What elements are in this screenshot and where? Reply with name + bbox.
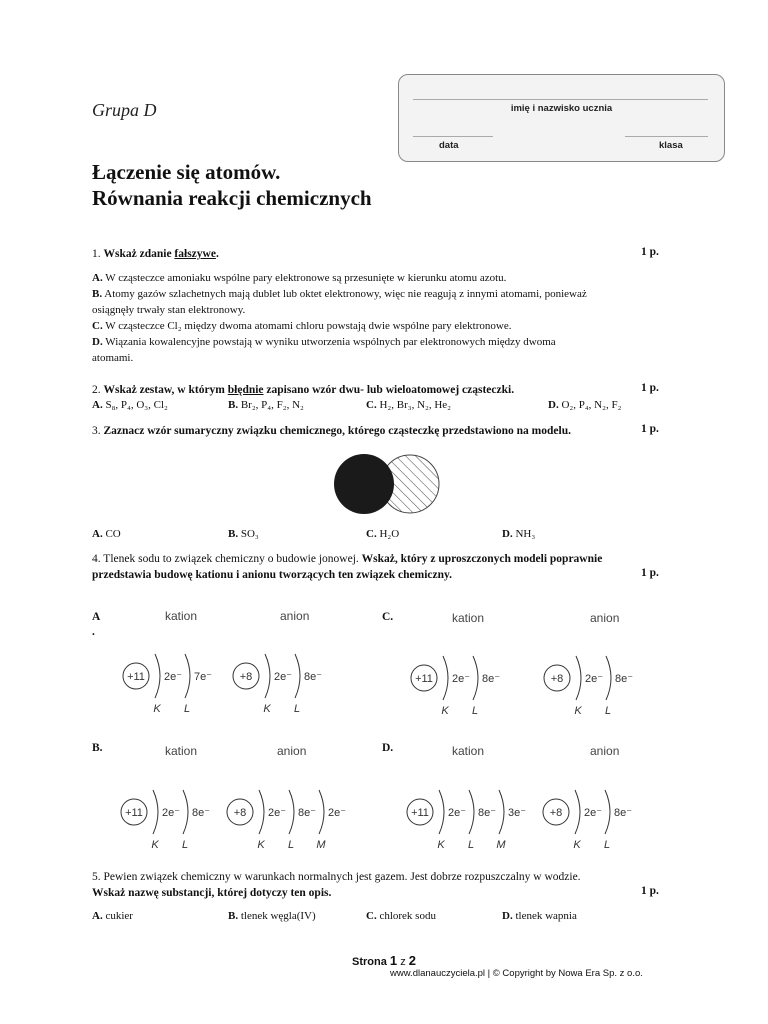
nucleus-charge: +8 bbox=[233, 807, 247, 819]
q1-text-b: fałszywe bbox=[174, 248, 216, 260]
model-a-kation-caption: kation bbox=[165, 609, 198, 623]
shell-electron-count: 2e⁻ bbox=[452, 673, 471, 685]
shell-letter: L bbox=[467, 839, 475, 851]
page-label: Strona bbox=[352, 956, 390, 968]
q3-option-text: CO bbox=[105, 528, 121, 540]
page-total: 2 bbox=[408, 953, 416, 968]
q3-option-b[interactable] bbox=[228, 528, 259, 540]
q2-option-letter: B. bbox=[228, 399, 239, 411]
q5-points: 1 p. bbox=[641, 885, 659, 897]
shell-letter: K bbox=[573, 839, 581, 851]
title-line-2: Równania reakcji chemicznych bbox=[92, 186, 372, 210]
shell-electron-count: 2e⁻ bbox=[585, 673, 604, 685]
model-d-kation-caption: kation bbox=[452, 744, 485, 758]
model-a-letter[interactable]: A bbox=[92, 611, 101, 623]
q3-option-letter: D. bbox=[502, 528, 513, 540]
q4-points: 1 p. bbox=[641, 567, 659, 579]
shell-letter: L bbox=[604, 705, 612, 717]
shell-letter: L bbox=[293, 703, 301, 715]
shell-electron-count: 8e⁻ bbox=[192, 807, 211, 819]
shell-electron-count: 8e⁻ bbox=[478, 807, 497, 819]
q1-option-b[interactable] bbox=[92, 286, 587, 302]
q3-option-letter: C. bbox=[366, 528, 377, 540]
shell-electron-count: 8e⁻ bbox=[304, 671, 323, 683]
model-c-kation-caption: kation bbox=[452, 611, 485, 625]
electron-shell-arc bbox=[319, 790, 324, 834]
q5-option-text: chlorek sodu bbox=[379, 910, 436, 922]
q5-number: 5. bbox=[92, 871, 101, 883]
nucleus-charge: +11 bbox=[125, 807, 143, 819]
q1-option-d-cont bbox=[92, 350, 587, 366]
q1-options bbox=[92, 270, 587, 366]
shell-letter: K bbox=[574, 705, 582, 717]
electron-shell-arc bbox=[439, 790, 444, 834]
q3-option-c[interactable] bbox=[366, 528, 399, 540]
shell-electron-count: 2e⁻ bbox=[328, 807, 347, 819]
page-number bbox=[0, 953, 768, 968]
q1-text-c: . bbox=[215, 248, 219, 260]
shell-letter: M bbox=[496, 839, 506, 851]
shell-letter: L bbox=[183, 703, 191, 715]
shell-letter: K bbox=[437, 839, 445, 851]
class-line bbox=[625, 136, 708, 137]
title-line-1: Łączenie się atomów. bbox=[92, 160, 281, 184]
q5-option-b[interactable] bbox=[228, 910, 316, 922]
model-a-dot: . bbox=[92, 626, 95, 638]
group-label: Grupa D bbox=[92, 100, 157, 120]
q3-option-d[interactable] bbox=[502, 528, 535, 540]
electron-shell-arc bbox=[289, 790, 294, 834]
q3-option-text: NH₃ bbox=[515, 528, 536, 540]
q3-option-a[interactable] bbox=[92, 528, 121, 540]
q1-option-text: Wiązania kowalencyjne powstają w wyniku utworzenia wspólnych par elektronowych między dwoma bbox=[105, 336, 556, 348]
model-a-kation-atom bbox=[122, 650, 232, 716]
q3-option-letter: A. bbox=[92, 528, 103, 540]
shell-electron-count: 2e⁻ bbox=[274, 671, 293, 683]
q2-option-text: S₈, P₄, O₃, Cl₂ bbox=[105, 399, 168, 411]
q1-option-letter: D. bbox=[92, 336, 103, 348]
shell-electron-count: 3e⁻ bbox=[508, 807, 527, 819]
student-name-label: imię i nazwisko ucznia bbox=[510, 103, 613, 114]
shell-electron-count: 8e⁻ bbox=[482, 673, 501, 685]
electron-shell-arc bbox=[155, 654, 160, 698]
model-c-letter[interactable]: C. bbox=[382, 611, 394, 623]
model-b-anion-atom bbox=[226, 786, 366, 852]
q4-text-c: przedstawia budowę kationu i anionu tworzących ten związek chemiczny. bbox=[92, 569, 453, 581]
q1-option-text: W cząsteczce amoniaku wspólne pary elektronowe są przesunięte w kierunku atomu azotu. bbox=[105, 272, 507, 284]
class-label: klasa bbox=[659, 140, 683, 151]
q1-option-c[interactable] bbox=[92, 318, 587, 334]
q4-prompt bbox=[92, 551, 672, 567]
q2-points: 1 p. bbox=[641, 382, 659, 394]
q4-text-a: Tlenek sodu to związek chemiczny o budowie jonowej. bbox=[103, 553, 362, 565]
shell-letter: K bbox=[151, 839, 159, 851]
q3-prompt bbox=[92, 423, 571, 439]
model-b-anion-caption: anion bbox=[277, 744, 307, 758]
q5-option-d[interactable] bbox=[502, 910, 577, 922]
model-c-kation-atom bbox=[410, 652, 520, 718]
shell-electron-count: 2e⁻ bbox=[164, 671, 183, 683]
q5-text-b: Wskaż nazwę substancji, której dotyczy ten opis. bbox=[92, 887, 332, 899]
q2-text-c: zapisano wzór dwu- lub wieloatomowej cząsteczki. bbox=[263, 384, 515, 396]
electron-shell-arc bbox=[265, 654, 270, 698]
model-c-anion-caption: anion bbox=[590, 611, 620, 625]
shell-letter: M bbox=[316, 839, 326, 851]
q2-option-b[interactable] bbox=[228, 399, 304, 411]
q2-prompt bbox=[92, 382, 514, 398]
electron-shell-arc bbox=[259, 790, 264, 834]
shell-electron-count: 8e⁻ bbox=[614, 807, 633, 819]
model-d-anion-caption: anion bbox=[590, 744, 620, 758]
q5-option-text: tlenek węgla(IV) bbox=[240, 910, 316, 922]
electron-shell-arc bbox=[185, 654, 190, 698]
q3-option-text: H₂O bbox=[379, 528, 400, 540]
electron-shell-arc bbox=[606, 656, 611, 700]
date-label: data bbox=[439, 140, 459, 151]
q2-option-c[interactable] bbox=[366, 399, 451, 411]
q1-points: 1 p. bbox=[641, 246, 659, 258]
q5-option-letter: B. bbox=[228, 910, 239, 922]
electron-shell-arc bbox=[605, 790, 610, 834]
model-b-letter[interactable]: B. bbox=[92, 742, 103, 754]
electron-shell-arc bbox=[183, 790, 188, 834]
q5-option-text: cukier bbox=[105, 910, 133, 922]
page-of: z bbox=[397, 956, 409, 968]
nucleus-charge: +11 bbox=[415, 673, 433, 685]
q1-number: 1. bbox=[92, 248, 101, 260]
electron-shell-arc bbox=[443, 656, 448, 700]
electron-shell-arc bbox=[469, 790, 474, 834]
shell-electron-count: 2e⁻ bbox=[448, 807, 467, 819]
shell-electron-count: 7e⁻ bbox=[194, 671, 213, 683]
q1-text-a: Wskaż zdanie bbox=[103, 248, 175, 260]
electron-shell-arc bbox=[575, 790, 580, 834]
q1-prompt bbox=[92, 246, 219, 262]
shell-letter: L bbox=[181, 839, 189, 851]
electron-shell-arc bbox=[153, 790, 158, 834]
shell-letter: L bbox=[287, 839, 295, 851]
nucleus-charge: +11 bbox=[411, 807, 429, 819]
model-b-kation-atom bbox=[120, 786, 230, 852]
q5-prompt bbox=[92, 869, 581, 885]
molecule-model bbox=[330, 450, 445, 518]
q2-option-a[interactable] bbox=[92, 399, 168, 411]
shell-electron-count: 8e⁻ bbox=[615, 673, 634, 685]
electron-shell-arc bbox=[295, 654, 300, 698]
student-info-box bbox=[398, 74, 725, 162]
date-line bbox=[413, 136, 493, 137]
nucleus-charge: +8 bbox=[549, 807, 563, 819]
shell-letter: K bbox=[441, 705, 449, 717]
electron-shell-arc bbox=[499, 790, 504, 834]
q5-text-a: Pewien związek chemiczny w warunkach normalnych jest gazem. Jest dobrze rozpuszczalny w wodzie. bbox=[103, 871, 581, 883]
q2-option-letter: A. bbox=[92, 399, 103, 411]
electron-shell-arc bbox=[576, 656, 581, 700]
model-a-anion-atom bbox=[232, 650, 342, 716]
q4-number: 4. bbox=[92, 553, 101, 565]
q3-number: 3. bbox=[92, 425, 101, 437]
q1-option-a[interactable] bbox=[92, 270, 587, 286]
shell-letter: L bbox=[603, 839, 611, 851]
q1-option-letter: A. bbox=[92, 272, 103, 284]
q2-option-letter: C. bbox=[366, 399, 377, 411]
q1-option-letter: B. bbox=[92, 288, 103, 300]
q5-option-text: tlenek wapnia bbox=[515, 910, 577, 922]
q2-text-b: błędnie bbox=[227, 384, 264, 396]
q1-option-text: osiągnęły trwały stan elektronowy. bbox=[92, 304, 246, 316]
q1-option-d[interactable] bbox=[92, 334, 587, 350]
shell-electron-count: 2e⁻ bbox=[268, 807, 287, 819]
shell-electron-count: 8e⁻ bbox=[298, 807, 317, 819]
q2-option-letter: D. bbox=[548, 399, 559, 411]
q1-option-letter: C. bbox=[92, 320, 103, 332]
model-d-anion-atom bbox=[542, 786, 652, 852]
q5-option-letter: C. bbox=[366, 910, 377, 922]
shell-electron-count: 2e⁻ bbox=[162, 807, 181, 819]
model-b-kation-caption: kation bbox=[165, 744, 198, 758]
model-d-kation-atom bbox=[406, 786, 546, 852]
name-line bbox=[413, 99, 708, 100]
q3-option-letter: B. bbox=[228, 528, 239, 540]
q5-option-c[interactable] bbox=[366, 910, 436, 922]
q2-number: 2. bbox=[92, 384, 101, 396]
shell-letter: L bbox=[471, 705, 479, 717]
q1-option-text: atomami. bbox=[92, 352, 134, 364]
nucleus-charge: +8 bbox=[239, 671, 253, 683]
q3-text: Zaznacz wzór sumaryczny związku chemicznego, którego cząsteczkę przedstawiono na modelu. bbox=[103, 425, 571, 437]
q2-text-a: Wskaż zestaw, w którym bbox=[103, 384, 228, 396]
q5-option-letter: A. bbox=[92, 910, 103, 922]
shell-electron-count: 2e⁻ bbox=[584, 807, 603, 819]
black-atom bbox=[334, 454, 394, 514]
q5-option-letter: D. bbox=[502, 910, 513, 922]
shell-letter: K bbox=[153, 703, 161, 715]
q2-option-text: O₂, P₄, N₂, F₂ bbox=[561, 399, 622, 411]
q2-option-d[interactable] bbox=[548, 399, 621, 411]
model-c-anion-atom bbox=[543, 652, 653, 718]
electron-shell-arc bbox=[473, 656, 478, 700]
model-a-anion-caption: anion bbox=[280, 609, 310, 623]
shell-letter: K bbox=[263, 703, 271, 715]
q4-text-b: Wskaż, który z uproszczonych modeli poprawnie bbox=[361, 553, 603, 565]
q2-option-text: Br₂, P₄, F₂, N₂ bbox=[240, 399, 304, 411]
q1-option-text: Atomy gazów szlachetnych mają dublet lub oktet elektronowy, więc nie reagują z innymi atomami, ponieważ bbox=[104, 288, 587, 300]
model-d-letter[interactable]: D. bbox=[382, 742, 394, 754]
q3-points: 1 p. bbox=[641, 423, 659, 435]
q3-option-text: SO₃ bbox=[240, 528, 259, 540]
q5-option-a[interactable] bbox=[92, 910, 133, 922]
page-current: 1 bbox=[389, 953, 398, 968]
nucleus-charge: +8 bbox=[550, 673, 564, 685]
copyright-notice: www.dlanauczyciela.pl | © Copyright by Nowa Era Sp. z o.o. bbox=[390, 968, 643, 979]
q2-option-text: H₂, Br₃, N₂, He₂ bbox=[379, 399, 452, 411]
q1-option-b-cont bbox=[92, 302, 587, 318]
shell-letter: K bbox=[257, 839, 265, 851]
nucleus-charge: +11 bbox=[127, 671, 145, 683]
q1-option-text: W cząsteczce Cl₂ między dwoma atomami chloru powstają dwie wspólne pary elektronowe. bbox=[105, 320, 512, 332]
